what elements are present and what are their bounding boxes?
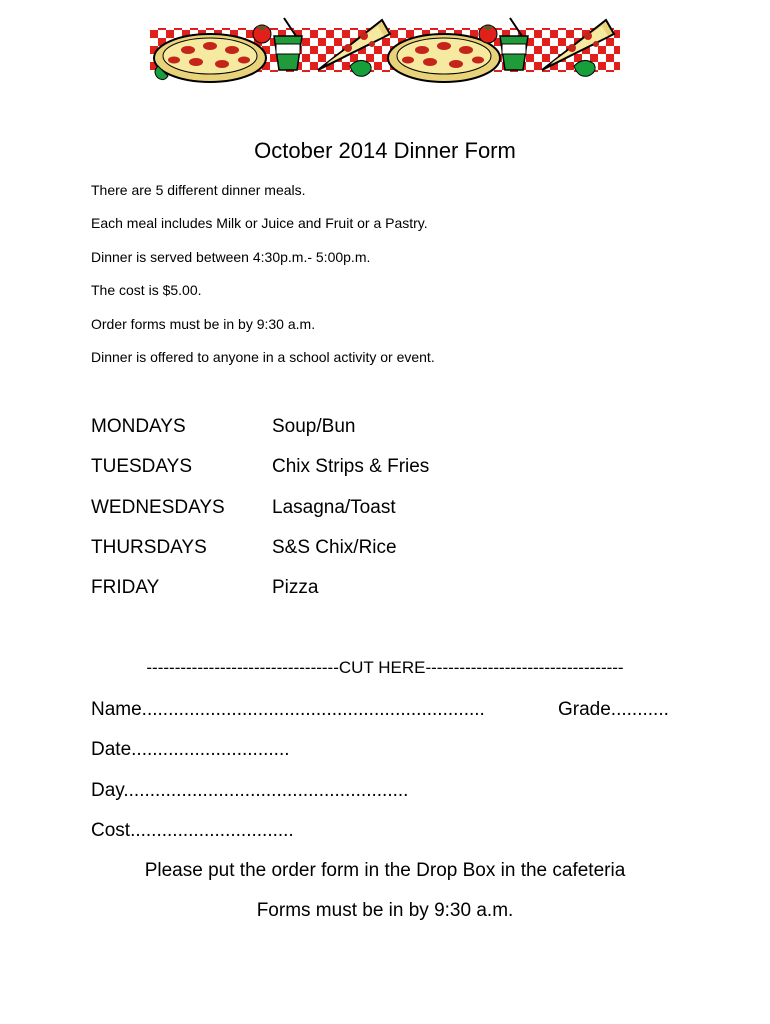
menu-meal-tuesday: Chix Strips & Fries (272, 456, 430, 477)
info-line-served: Dinner is served between 4:30p.m.- 5:00p.m. (91, 249, 371, 265)
day-field: Day...................................................... (91, 780, 409, 801)
tomato-icon (479, 25, 497, 43)
tomato-icon (253, 25, 271, 43)
cost-field: Cost............................... (91, 820, 294, 841)
menu-day-friday: FRIDAY (91, 577, 160, 598)
info-line-offered: Dinner is offered to anyone in a school activity or event. (91, 349, 435, 365)
cut-here-line: ----------------------------------CUT HERE----------------------------------- (146, 658, 624, 677)
menu-meal-wednesday: Lasagna/Toast (272, 497, 396, 518)
drop-box-instruction: Please put the order form in the Drop Box in the cafeteria (144, 860, 626, 881)
pepper-icon (574, 60, 595, 76)
info-line-includes: Each meal includes Milk or Juice and Fruit or a Pastry. (91, 215, 428, 231)
info-line-meals: There are 5 different dinner meals. (91, 182, 306, 198)
pizza-icon (154, 34, 266, 82)
pepper-icon (350, 60, 371, 76)
menu-day-tuesday: TUESDAYS (91, 456, 193, 477)
page-title: October 2014 Dinner Form (254, 138, 516, 163)
date-field: Date.............................. (91, 739, 290, 760)
menu-day-thursday: THURSDAYS (91, 537, 207, 558)
forms-deadline-instruction: Forms must be in by 9:30 a.m. (256, 900, 514, 921)
menu-meal-monday: Soup/Bun (272, 416, 356, 437)
pizza-banner (150, 14, 620, 86)
menu-day-wednesday: WEDNESDAYS (91, 497, 225, 518)
name-field: Name................................................................. (91, 699, 485, 720)
pizza-banner-graphic (150, 14, 620, 86)
soda-cup-icon (500, 18, 528, 70)
info-line-order-deadline: Order forms must be in by 9:30 a.m. (91, 316, 316, 332)
menu-meal-friday: Pizza (272, 577, 319, 598)
info-line-cost: The cost is $5.00. (91, 282, 202, 298)
grade-field: Grade........... (558, 699, 669, 720)
menu-meal-thursday: S&S Chix/Rice (272, 537, 397, 558)
menu-day-monday: MONDAYS (91, 416, 186, 437)
soda-cup-icon (274, 18, 302, 70)
